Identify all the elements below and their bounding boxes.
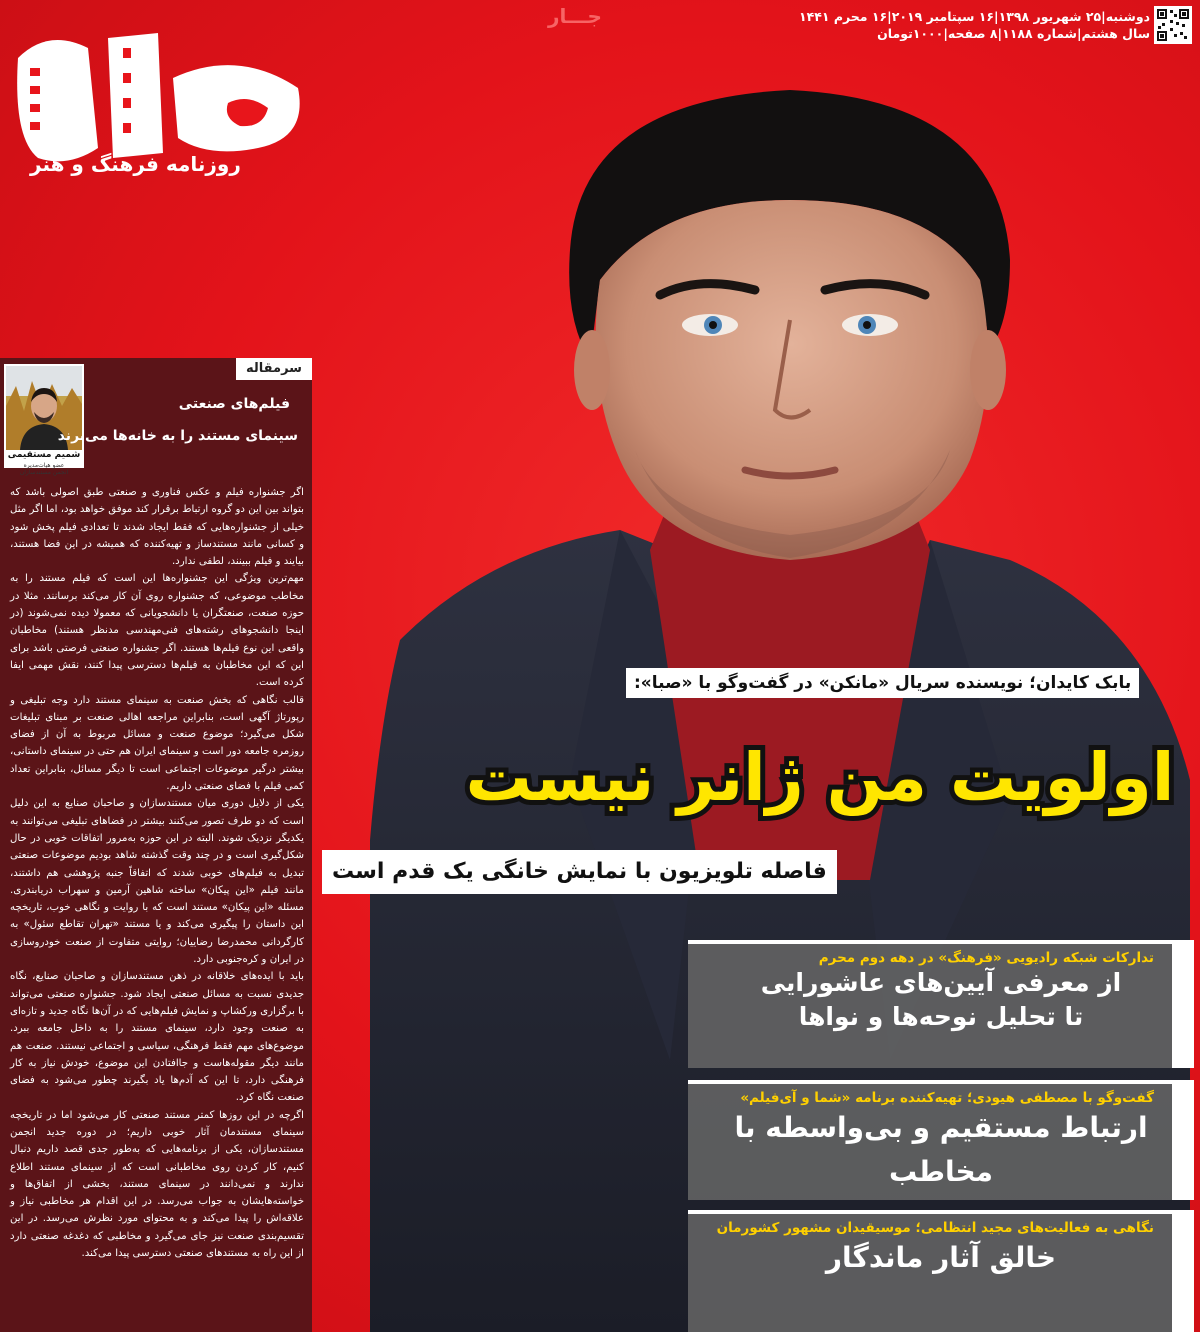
story-box-interview <box>688 1080 1194 1200</box>
editorial-paragraph: مهم‌ترین ویژگی این جشنواره‌ها این است که فیلم مستند را به مخاطب موضوعی، که جشنواره روی آن کار می‌کند برسانند. مثلا در حوزه صنعت، صنعتگران یا دانشجویانی که معمولا دیده نمی‌شوند (در اینجا دانشجوهای رشته‌های فنی‌مهندسی مدنظر هستند) مخاطبان واقعی این نوع فیلم‌ها هستند. اگر جشنواره صنعتی فرصتی باشد برای این که این مخاطبان به فیلم‌ها دسترسی پیدا کنند، نقش مهمی ایفا کرده است. <box>10 573 304 689</box>
box-kicker: نگاهی به فعالیت‌های مجید انتظامی؛ موسیقیدان مشهور کشورمان <box>716 1220 1154 1236</box>
dateline-date: دوشنبه|۲۵ شهریور ۱۳۹۸|۱۶ سپتامبر ۲۰۱۹|۱۶ محرم ۱۴۴۱ <box>798 9 1150 24</box>
author-role: عضو هیات‌مدیره <box>23 462 65 469</box>
cover-subheadline: فاصله تلویزیون با نمایش خانگی یک قدم است <box>322 850 837 894</box>
editorial-paragraph: باید با ایده‌های خلاقانه در ذهن مستندسازان و صاحبان صنایع، نگاه جدیدی نسبت به مسائل صنعتی ایجاد شود. جشنواره صنعتی می‌تواند با برگزاری ورکشاپ و نمایش فیلم‌هایی که در آن‌ها نگاه جدید و تازه‌ای به صنعت وجود دارد، سینمای مستند را به داخل جامعه ببرد. موضوع‌های مهم فقط فرهنگی، سیاسی و اجتماعی نیستند. صنعت هم مانند دیگر مقوله‌هاست و جاافتادن این موضوع، خودش نیاز به کار فرهنگی دارد، تا این که آدم‌ها یاد بگیرند چطور می‌شود به فضای صنعت نگاه کرد. <box>10 971 304 1104</box>
story-box-radio <box>688 940 1194 1068</box>
editorial-paragraph: اگر جشنواره فیلم و عکس فناوری و صنعتی طبق اصولی باشد که بتواند بین این دو گروه ارتباط برقرار کند موفق خواهد بود، اما اگر مثل خیلی از جشنواره‌هایی که فقط ایجاد شدند تا تعدادی فیلم پخش شود و کسانی مانند مستندساز و تهیه‌کننده که همیشه در این فضا هستند، بیایند و فیلم ببینند، لطفی ندارد. <box>10 487 304 568</box>
box-accent-bar <box>1172 1214 1194 1332</box>
editorial-column <box>0 358 312 1332</box>
cover-headline <box>455 724 1185 824</box>
dateline-issue: سال هشتم|شماره ۱۱۸۸|۸ صفحه|۱۰۰۰تومان <box>877 26 1150 41</box>
editorial-paragraph: یکی از دلایل دوری میان مستندسازان و صاحبان صنایع به این دلیل است که دو طرف تصور می‌کنند بیشتر در فضاهای تبلیغی می‌توانند به یکدیگر نزدیک شوند. البته در این حوزه به‌مرور اتفاقات خوبی در حال شکل‌گیری است و در چند وقت گذشته شاهد بودیم موضوعات صنعتی تبدیل به فیلم‌های خوبی شدند که اتفاقاً جنبه پژوهشی هم داشتند، مانند فیلم «این پیکان» ساخته شاهین آرمین و سهراب دریابندری. مسئله «این پیکان» مستند است که با روایت و نگاهی خوب، تاریخچه این داستان را پیگیری می‌کند و یا مستند «تهران تقاطع سئول» به کارگردانی محمدرضا رضاییان؛ روایتی متفاوت از صنعت خودروسازی در ایران و کره‌جنوبی دارد. <box>10 798 304 966</box>
box-headline: تا تحلیل نوحه‌ها و نواها <box>798 1002 1084 1031</box>
cover-story-intro: بابک کایدان؛ نویسنده سریال «مانکن» در گفت‌وگو با «صبا»: <box>626 668 1139 698</box>
box-kicker: گفت‌وگو با مصطفی هیودی؛ تهیه‌کننده برنامه «شما و آی‌فیلم» <box>740 1090 1154 1106</box>
watermark-text: جـــار <box>548 4 602 28</box>
author-card <box>4 364 84 476</box>
editorial-body <box>10 484 304 1262</box>
editorial-tag: سرمقاله <box>236 358 312 380</box>
editorial-title: سینمای مستند را به خانه‌ها می‌برند <box>57 428 298 444</box>
editorial-paragraph: قالب نگاهی که بخش صنعت به سینمای مستند دارد وجه تبلیغی و رپورتاژ آگهی است، بنابراین مراجعه اهالی صنعت بر مبنای تبلیغات شکل می‌گیرد؛ موضوع صنعت و مسائل مربوط به آن از فضای روزمره جامعه دور است و سینمای ایران هم حتی در سینمای داستانی، بیشتر درگیر موضوعات اجتماعی است تا دیگر مسائل، بنابراین تعداد کمی فیلم با فضای صنعتی داریم. <box>10 694 304 793</box>
box-accent-bar <box>1172 1084 1194 1200</box>
box-headline: از معرفی آیین‌های عاشورایی <box>760 968 1122 997</box>
masthead-subtitle: روزنامه فرهنگ و هنر <box>30 152 241 176</box>
qr-code-icon <box>1154 6 1192 44</box>
editorial-paragraph: اگرچه در این روزها کمتر مستند صنعتی کار می‌شود اما در تاریخچه سینمای مستندمان آثار خوبی داریم؛ در دوره جدید انجمن مستندسازان، یکی از برنامه‌هایی که به‌طور جدی قصد داریم دنبال کنیم، کار کردن روی مخاطبانی است که از سینمای مستند اطلاع ندارند و نمی‌دانند در سینمای مستند، بخشی از اتفاق‌ها و خواسته‌هایشان به جواب می‌رسد. در این اقدام هر مخاطبی نیاز و علاقه‌اش را پیدا می‌کند و به محتوای مورد نظرش می‌رسد. در این تقسیم‌بندی صنعت نیز جای می‌گیرد و مخاطبی که دغدغه صنعتی دارد از این راه به مستندهای صنعتی دسترسی پیدا می‌کند. <box>10 1109 304 1260</box>
cover-headline-text: اولویت من ژانر نیست <box>465 739 1175 816</box>
box-accent-bar <box>1172 944 1194 1068</box>
editorial-kicker: فیلم‌های صنعتی <box>178 396 290 412</box>
story-box-musician <box>688 1210 1194 1332</box>
author-name: شمیم مستقیمی <box>7 450 81 460</box>
box-headline: خالق آثار ماندگار <box>825 1241 1057 1274</box>
box-headline: ارتباط مستقیم و بی‌واسطه با مخاطب <box>734 1111 1148 1188</box>
dateline <box>799 8 1150 42</box>
author-organization: انجمن مستندسازان <box>19 469 69 476</box>
box-kicker: تدارکات شبکه رادیویی «فرهنگ» در دهه دوم محرم <box>818 950 1154 966</box>
